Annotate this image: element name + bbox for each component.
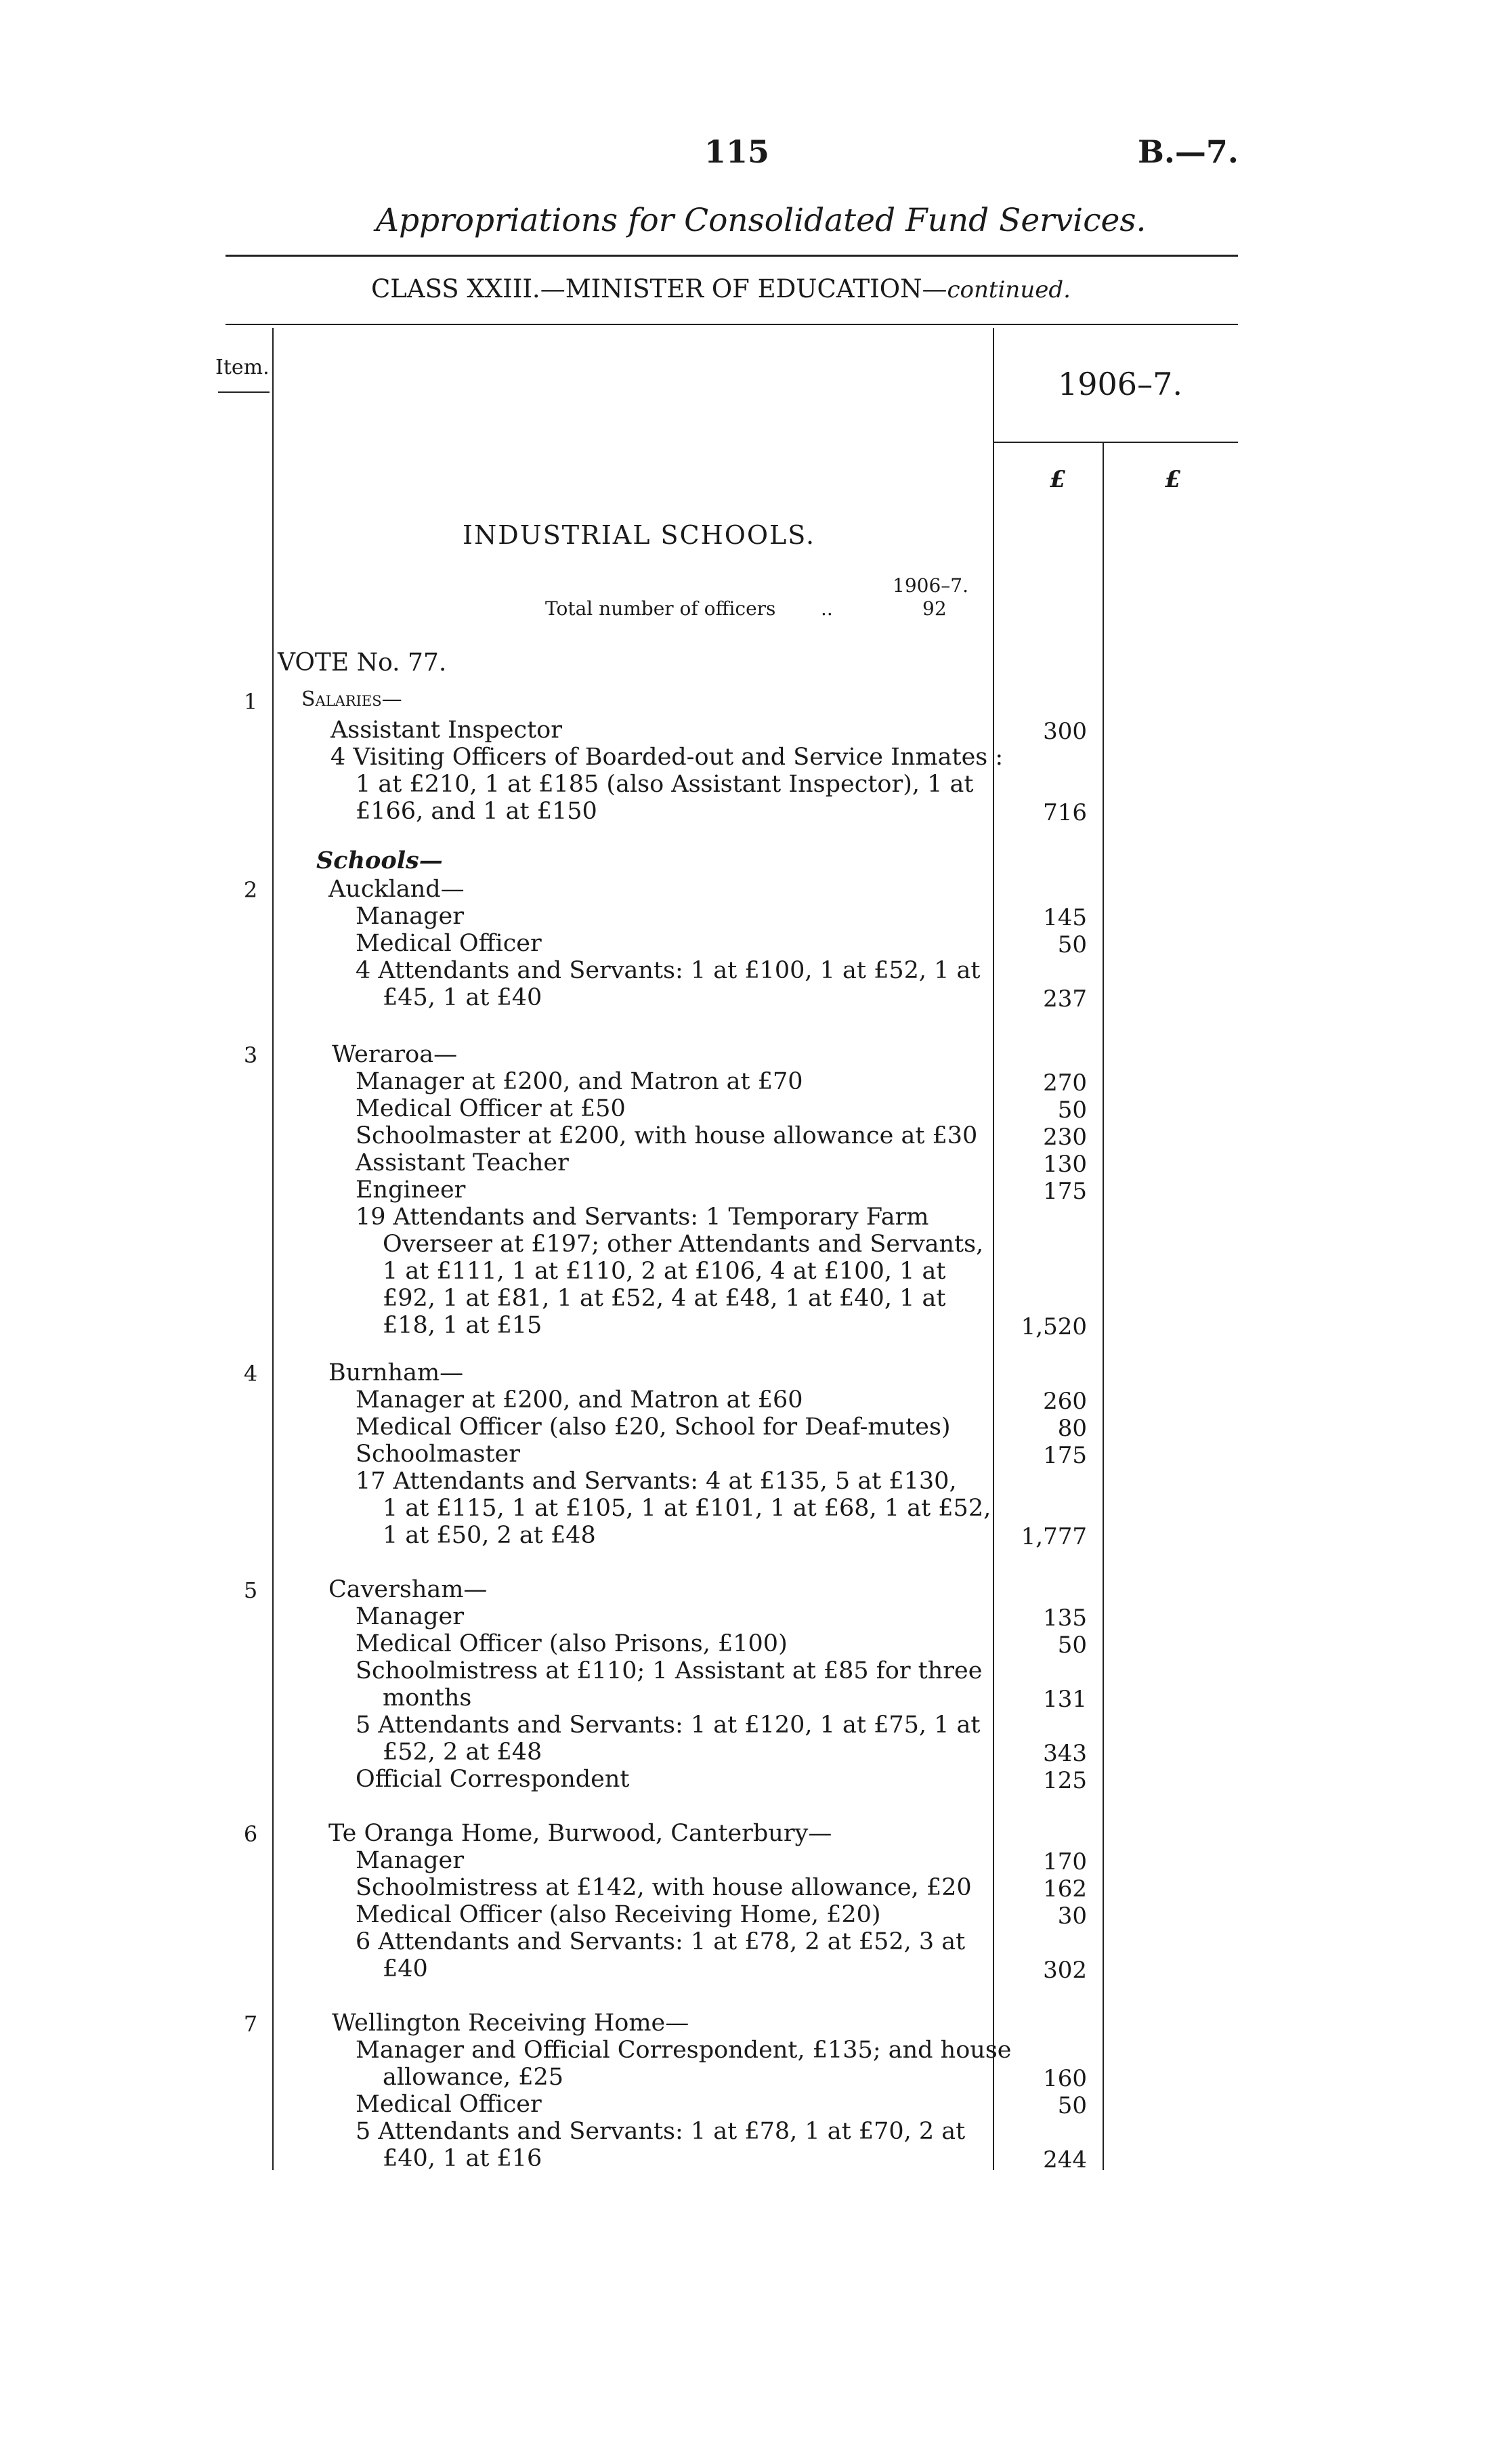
row-text: Schoolmistress at £110; 1 Assistant at £85 for three [356,1657,983,1684]
row-amount: 170 [1043,1848,1087,1875]
class-rule [226,324,1238,325]
class-heading-main: CLASS XXIII.—MINISTER OF EDUCATION— [371,274,947,303]
item-number: 2 [243,877,258,903]
row-text: Schoolmaster at £200, with house allowance at £30 [356,1122,978,1149]
row-text: £45, 1 at £40 [383,984,542,1011]
class-heading [371,274,1071,303]
item-number: 6 [243,1821,258,1847]
row-amount: 135 [1043,1605,1087,1632]
row-text: Salaries— [301,687,402,711]
row-text: allowance, £25 [383,2064,564,2091]
item-column-header: Item. [215,356,270,379]
row-amount: 30 [1057,1903,1087,1930]
officers-count: 92 [922,597,947,620]
row-amount: 145 [1043,904,1087,931]
row-text: Manager at £200, and Matron at £60 [356,1386,803,1414]
row-text: Manager at £200, and Matron at £70 [356,1068,803,1095]
row-amount: 230 [1043,1124,1087,1151]
row-amount: 716 [1043,799,1087,826]
row-amount: 162 [1043,1875,1087,1903]
row-text: £52, 2 at £48 [383,1739,542,1766]
row-amount: 300 [1043,718,1087,745]
item-number: 7 [243,2011,258,2037]
row-text: Medical Officer (also Receiving Home, £20) [356,1901,881,1928]
row-text: 17 Attendants and Servants: 4 at £135, 5 at £130, [356,1468,957,1495]
row-text: Assistant Inspector [330,717,562,744]
row-text: 1 at £50, 2 at £48 [383,1522,596,1549]
row-text: Official Correspondent [356,1766,630,1793]
total-column-divider [1103,443,1104,2170]
item-column-divider [272,328,274,2170]
row-text: Manager [356,1603,464,1630]
row-text: Assistant Teacher [356,1149,569,1176]
row-text: Schoolmaster [356,1441,520,1468]
row-amount: 125 [1043,1767,1087,1794]
row-text: Medical Officer at £50 [356,1095,626,1122]
officers-dots: .. [821,597,833,620]
row-text: months [383,1684,472,1712]
row-text: £18, 1 at £15 [383,1312,542,1339]
row-text: Te Oranga Home, Burwood, Canterbury— [328,1820,832,1847]
row-amount: 175 [1043,1442,1087,1469]
section-title: INDUSTRIAL SCHOOLS. [463,520,816,550]
row-text: £166, and 1 at £150 [356,798,597,825]
officers-year: 1906–7. [893,574,968,597]
row-text: Manager [356,903,464,930]
row-amount: 1,520 [1021,1313,1087,1340]
item-number: 4 [243,1361,258,1386]
row-text: 6 Attendants and Servants: 1 at £78, 2 at £52, 3 at [356,1928,966,1955]
row-text: Burnham— [328,1359,464,1386]
row-amount: 50 [1057,1097,1087,1124]
row-text: £92, 1 at £81, 1 at £52, 4 at £48, 1 at £40, 1 at [383,1285,946,1312]
row-text: Wellington Receiving Home— [332,2010,689,2037]
row-amount: 50 [1057,2092,1087,2119]
row-text: Overseer at £197; other Attendants and Servants, [383,1231,984,1258]
row-text: 4 Attendants and Servants: 1 at £100, 1 at £52, 1 at [356,957,981,984]
row-text: Manager and Official Correspondent, £135; and house [356,2037,1012,2064]
row-text: Engineer [356,1176,466,1204]
year-header-rule [993,442,1238,443]
row-text: 1 at £210, 1 at £185 (also Assistant Inspector), 1 at [356,771,974,798]
row-text: Manager [356,1847,464,1874]
row-text: Schools— [316,847,443,874]
row-text: Auckland— [328,876,465,903]
item-number: 1 [243,689,258,715]
row-amount: 1,777 [1021,1523,1087,1550]
row-text: 1 at £115, 1 at £105, 1 at £101, 1 at £68, 1 at £52, [383,1495,991,1522]
page-subtitle: Appropriations for Consolidated Fund Services. [376,202,1147,239]
page-number: 115 [704,133,770,170]
row-amount: 131 [1043,1686,1087,1713]
row-amount: 270 [1043,1069,1087,1097]
row-amount: 130 [1043,1151,1087,1178]
row-text: Schoolmistress at £142, with house allowance, £20 [356,1874,972,1901]
row-amount: 244 [1043,2146,1087,2173]
year-header: 1906–7. [1058,366,1182,402]
row-text: Caversham— [328,1576,488,1603]
header-rule [226,255,1238,257]
row-text: Medical Officer (also £20, School for Deaf-mutes) [356,1414,951,1441]
row-text: 5 Attendants and Servants: 1 at £78, 1 at £70, 2 at [356,2118,966,2145]
row-text: Medical Officer [356,2091,542,2118]
row-text: 5 Attendants and Servants: 1 at £120, 1 at £75, 1 at [356,1712,981,1739]
row-amount: 343 [1043,1740,1087,1767]
item-number: 3 [243,1042,258,1068]
row-amount: 260 [1043,1388,1087,1415]
row-text: £40, 1 at £16 [383,2145,542,2172]
row-text: 4 Visiting Officers of Boarded-out and Service Inmates : [330,744,1004,771]
officers-label: Total number of officers [545,597,776,620]
row-text: £40 [383,1955,428,1982]
row-text: 19 Attendants and Servants: 1 Temporary Farm [356,1204,929,1231]
currency-symbol: £ [1050,466,1066,493]
item-header-rule [218,391,270,393]
row-text: Weraroa— [332,1041,458,1068]
row-amount: 237 [1043,985,1087,1013]
row-amount: 50 [1057,1632,1087,1659]
row-text: Medical Officer [356,930,542,957]
page-code: B.—7. [1138,133,1239,170]
row-text: Medical Officer (also Prisons, £100) [356,1630,788,1657]
row-amount: 80 [1057,1415,1087,1442]
vote-number: VOTE No. 77. [278,649,447,677]
item-number: 5 [243,1577,258,1603]
row-text: 1 at £111, 1 at £110, 2 at £106, 4 at £100, 1 at [383,1258,946,1285]
currency-symbol: £ [1165,466,1181,493]
row-amount: 160 [1043,2065,1087,2092]
row-amount: 175 [1043,1178,1087,1205]
row-amount: 302 [1043,1957,1087,1984]
class-heading-continued: continued. [947,276,1071,303]
row-amount: 50 [1057,931,1087,958]
